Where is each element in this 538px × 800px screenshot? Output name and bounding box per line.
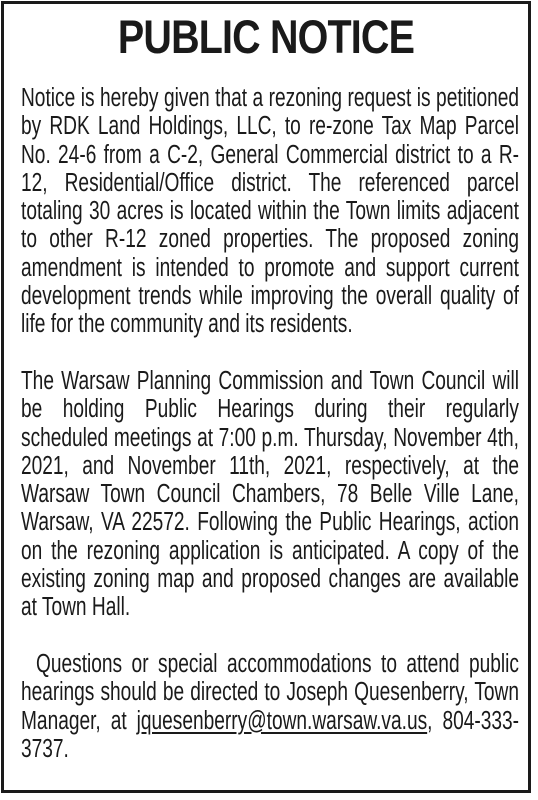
email-link[interactable]: jquesenberry@town.warsaw.va.us — [136, 706, 428, 735]
phone-text: , 804-333-3737. — [21, 706, 519, 763]
public-hearings-paragraph: The Warsaw Planning Commission and Town Council will be holding Public Hearings during their regularly scheduled meetings at 7:00 p.m. Thursday, November 4th, 2021, and November 11th, 2021, respectively, at the Warsaw Town Council Chambers, 78 Belle Ville Lane, Warsaw, VA 22572. Following the Public Hearings, action on the rezoning application is anticipated. A copy of the existing zoning map and proposed changes are available at Town Hall. — [21, 366, 519, 622]
rezoning-request-paragraph: Notice is hereby given that a rezoning request is petitioned by RDK Land Holdings, LLC, to re-zone Tax Map Parcel No. 24-6 from a C-2, General Commercial district to a R-12, Residential/Office district. The referenced parcel totaling 30 acres is located within the Town limits adjacent to other R-12 zoned properties. The proposed zoning amendment is intended to promote and support current development trends while improving the overall quality of life for the community and its residents. — [21, 84, 519, 339]
public-notice — [1, 1, 531, 793]
contact-paragraph — [21, 650, 519, 763]
notice-title: PUBLIC NOTICE — [117, 10, 415, 63]
notice-body — [21, 84, 519, 791]
contact-text: Questions or special accommodations to attend public hearings should be directed to Joseph Quesenberry, Town Manager, at — [21, 649, 519, 735]
